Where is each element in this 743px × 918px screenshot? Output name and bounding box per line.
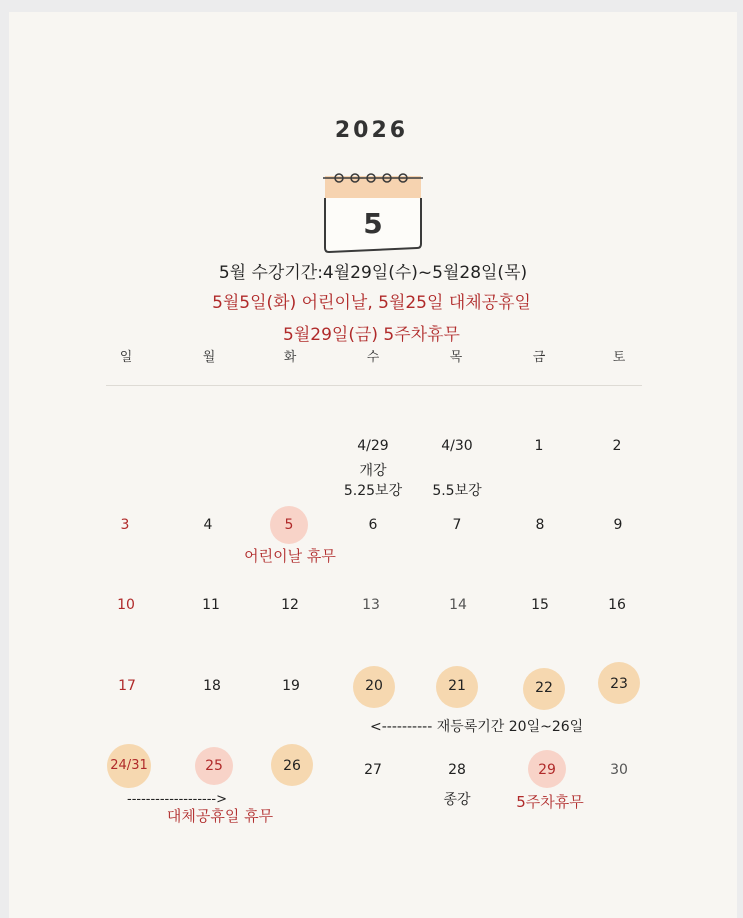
weekday-tue: 화 [283,350,297,365]
day-21[interactable]: 21 [448,678,466,694]
note-week5-off: 5주차휴무 [516,793,584,811]
day-25[interactable]: 25 [205,758,223,774]
day-30[interactable]: 30 [610,762,628,778]
weekday-sun: 일 [119,350,133,365]
day-18[interactable]: 18 [203,678,221,694]
substitute-holiday-arrow: -------------------> [127,792,228,807]
rereg-period-note: <---------- 재등록기간 20일~26일 [370,719,584,735]
note-course-end: 종강 [443,792,471,808]
week5-off-text: 5월29일(금) 5주차휴무 [283,325,460,345]
day-28[interactable]: 28 [448,762,466,778]
weekday-sat: 토 [612,350,626,365]
day-3[interactable]: 3 [120,517,130,533]
month-number: 5 [363,207,383,240]
day-29[interactable]: 29 [538,762,556,778]
day-1[interactable]: 1 [534,438,544,454]
day-4[interactable]: 4 [203,517,213,533]
day-14[interactable]: 14 [449,597,467,613]
day-23[interactable]: 23 [610,676,628,692]
day-22[interactable]: 22 [535,680,553,696]
note-makeup-525: 5.25보강 [343,483,403,499]
day-12[interactable]: 12 [281,597,299,613]
day-8[interactable]: 8 [535,517,545,533]
weekday-mon: 월 [202,350,216,365]
day-9[interactable]: 9 [613,517,623,533]
header-divider [106,385,642,386]
day-15[interactable]: 15 [531,597,549,613]
day-27[interactable]: 27 [364,762,382,778]
note-substitute-holiday-off: 대체공휴일 휴무 [166,807,274,825]
year-title: 2026 [334,118,409,143]
day-26[interactable]: 26 [283,758,301,774]
day-6[interactable]: 6 [368,517,378,533]
weekday-thu: 목 [449,350,463,365]
day-4-30[interactable]: 4/30 [441,438,473,454]
day-24-31[interactable]: 24/31 [110,758,148,773]
day-19[interactable]: 19 [282,678,300,694]
day-17[interactable]: 17 [118,678,136,694]
course-period-text: 5월 수강기간:4월29일(수)~5월28일(목) [218,263,528,283]
weekday-wed: 수 [366,350,380,365]
day-7[interactable]: 7 [452,517,462,533]
day-13[interactable]: 13 [362,597,380,613]
day-2[interactable]: 2 [612,438,622,454]
note-childrens-day-off: 어린이날 휴무 [244,547,336,565]
day-20[interactable]: 20 [365,678,383,694]
weekday-fri: 금 [532,350,546,365]
day-16[interactable]: 16 [608,597,626,613]
day-4-29[interactable]: 4/29 [357,438,389,454]
day-10[interactable]: 10 [117,597,135,613]
holiday-info-text: 5월5일(화) 어린이날, 5월25일 대체공휴일 [212,293,531,313]
note-makeup-55: 5.5보강 [432,483,482,499]
day-5[interactable]: 5 [284,517,294,533]
note-opening: 개강 [359,463,387,479]
day-11[interactable]: 11 [202,597,220,613]
